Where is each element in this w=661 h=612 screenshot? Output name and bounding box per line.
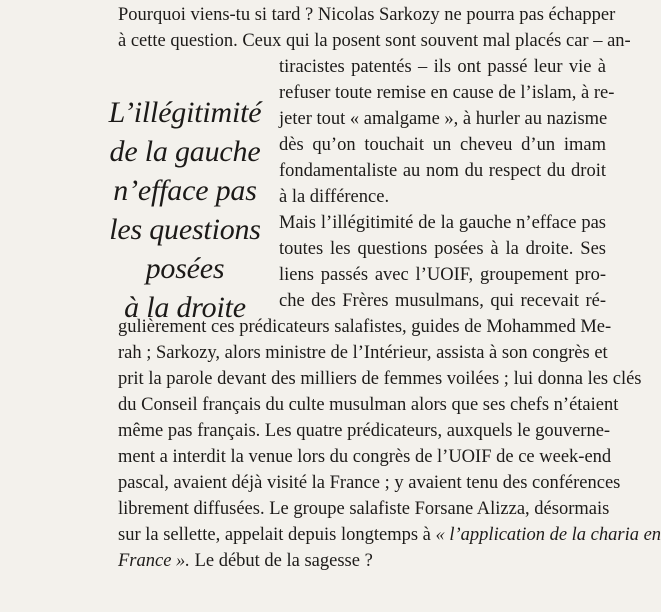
body-line: liens passés avec l’UOIF, groupement pro- [279, 265, 606, 285]
quote-italic: « l’application de la charia en [435, 525, 661, 545]
pull-quote-line: à la droite [124, 291, 246, 324]
body-line-text: sur la sellette, appelait depuis longtemps à [118, 525, 436, 545]
pull-quote-line: n’efface pas [113, 174, 257, 207]
body-line: Pourquoi viens-tu si tard ? Nicolas Sarkozy ne pourra pas échapper [118, 5, 616, 25]
body-line: pascal, avaient déjà visité la France ; y avaient tenu des conférences [118, 473, 621, 493]
body-line: librement diffusées. Le groupe salafiste Forsane Alizza, désormais [118, 499, 610, 519]
pull-quote-line: de la gauche [109, 135, 261, 168]
body-line: fondamentaliste au nom du respect du droit [279, 161, 606, 181]
pull-quote [90, 93, 280, 327]
body-line: à cette question. Ceux qui la posent sont souvent mal placés car – an- [118, 31, 631, 51]
body-line [118, 548, 606, 574]
body-line: du Conseil français du culte musulman alors que ses chefs n’étaient [118, 395, 619, 415]
body-line: même pas français. Les quatre prédicateurs, auxquels le gouverne- [118, 421, 611, 441]
body-line: tiracistes patentés – ils ont passé leur vie à [279, 57, 606, 77]
body-line: toutes les questions posées à la droite. Ses [279, 239, 606, 259]
body-line: jeter tout « amalgame », à hurler au nazisme [279, 109, 608, 129]
body-line: che des Frères musulmans, qui recevait ré- [279, 291, 606, 311]
body-line: ment a interdit la venue lors du congrès de l’UOIF de ce week-end [118, 447, 612, 467]
quote-italic: France ». [118, 551, 190, 571]
body-line: dès qu’on touchait un cheveu d’un imam [279, 135, 606, 155]
body-line: prit la parole devant des milliers de femmes voilées ; lui donna les clés [118, 369, 642, 389]
pull-quote-line: les questions [109, 213, 261, 246]
body-line: refuser toute remise en cause de l’islam, à re- [279, 83, 615, 103]
cut-off-text [118, 603, 178, 612]
body-line: Mais l’illégitimité de la gauche n’efface pas [279, 213, 606, 233]
body-line-text: Le début de la sagesse ? [189, 551, 373, 571]
body-line: rah ; Sarkozy, alors ministre de l’Intérieur, assista à son congrès et [118, 343, 608, 363]
pull-quote-line: posées [145, 252, 225, 285]
body-line: à la différence. [279, 187, 390, 207]
body-line [118, 522, 661, 548]
pull-quote-line: L’illégitimité [108, 96, 262, 129]
body-line: gulièrement ces prédicateurs salafistes, guides de Mohammed Me- [118, 317, 612, 337]
